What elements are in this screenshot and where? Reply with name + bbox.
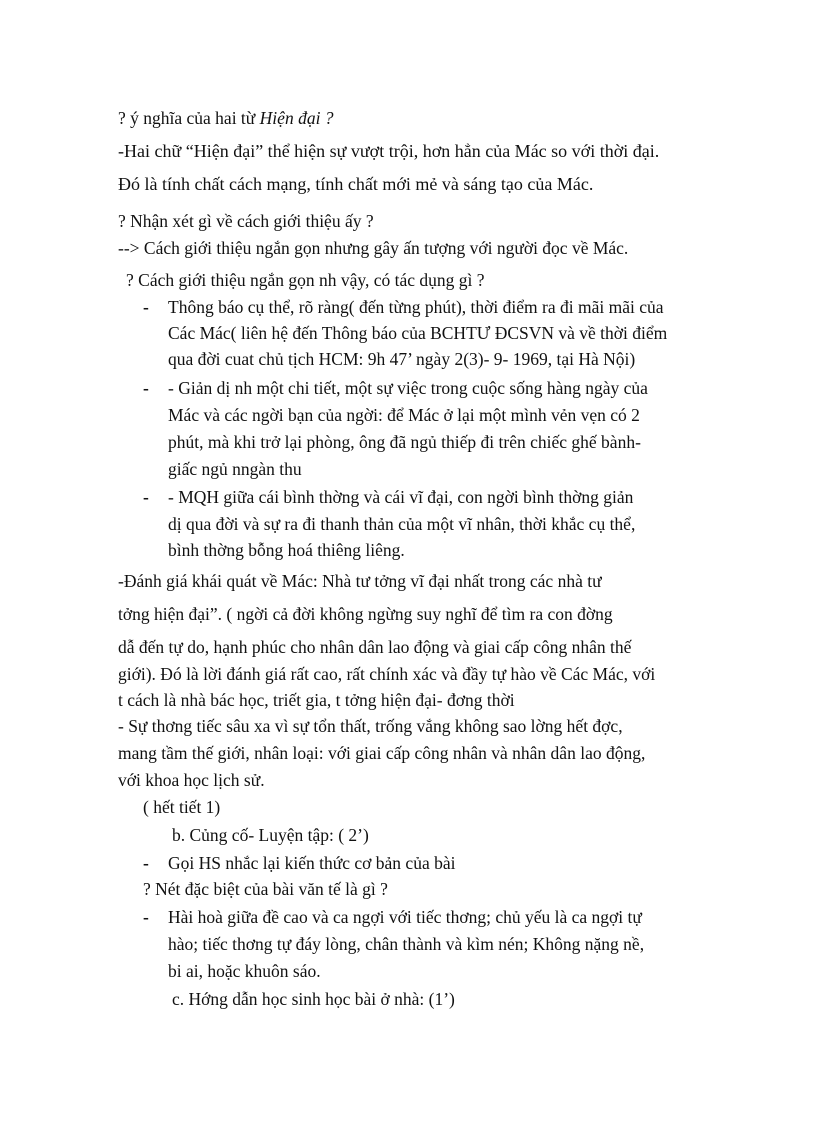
end-note: ( hết tiết 1) xyxy=(143,797,221,817)
paragraph-4-line-2: tởng hiện đại”. ( ngời cả đời không ngừng suy nghĩ để tìm ra con đờng xyxy=(118,604,613,624)
list-item-2-line-1: - Giản dị nh một chi tiết, một sự việc trong cuộc sống hàng ngày của xyxy=(168,378,648,398)
list-3-line-1: Hài hoà giữa đề cao và ca ngợi với tiếc thơng; chủ yếu là ca ngợi tự xyxy=(168,907,642,927)
paragraph-4-line-4: giới). Đó là lời đánh giá rất cao, rất chính xác và đầy tự hào về Các Mác, với xyxy=(118,664,656,684)
paragraph-4-line-1: -Đánh giá khái quát về Mác: Nhà tư tởng vĩ đại nhất trong các nhà tư xyxy=(118,571,602,591)
question-3: ? Cách giới thiệu ngắn gọn nh vậy, có tác dụng gì ? xyxy=(126,270,485,290)
answer-2: --> Cách giới thiệu ngắn gọn nhưng gây ấn tượng với người đọc về Mác. xyxy=(118,238,629,258)
paragraph-4-line-3: dẫ đến tự do, hạnh phúc cho nhân dân lao động và giai cấp công nhân thế xyxy=(118,637,632,657)
list-item-1-line-2: Các Mác( liên hệ đến Thông báo của BCHTƯ ĐCSVN và về thời điểm xyxy=(168,323,668,343)
paragraph-5-line-1: - Sự thơng tiếc sâu xa vì sự tổn thất, trống vắng không sao lờng hết đợc, xyxy=(118,716,623,736)
section-b-heading: b. Củng cố- Luyện tập: ( 2’) xyxy=(172,825,369,845)
bullet-marker: - xyxy=(143,907,149,927)
list-item-3-line-2: dị qua đời và sự ra đi thanh thản của một vĩ nhân, thời khắc cụ thể, xyxy=(168,514,636,534)
bullet-marker: - xyxy=(143,853,149,873)
paragraph-5-line-3: với khoa học lịch sử. xyxy=(118,770,265,790)
question-1: ? ý nghĩa của hai từ Hiện đại ? xyxy=(118,108,334,128)
list-item-2-line-4: giấc ngủ nngàn thu xyxy=(168,459,302,479)
paragraph-1-line-1: -Hai chữ “Hiện đại” thể hiện sự vượt trội, hơn hẳn của Mác so với thời đại. xyxy=(118,141,660,161)
list-3-line-3: bi ai, hoặc khuôn sáo. xyxy=(168,961,321,981)
list-item-3-line-3: bình thờng bỗng hoá thiêng liêng. xyxy=(168,540,405,560)
paragraph-5-line-2: mang tầm thế giới, nhân loại: với giai cấp công nhân và nhân dân lao động, xyxy=(118,743,646,763)
paragraph-4-line-5: t cách là nhà bác học, triết gia, t tởng hiện đại- đơng thời xyxy=(118,690,515,710)
question-1-italic: Hiện đại ? xyxy=(259,108,334,128)
list-item-1-line-3: qua đời cuat chủ tịch HCM: 9h 47’ ngày 2(3)- 9- 1969, tại Hà Nội) xyxy=(168,349,636,369)
bullet-marker: - xyxy=(143,487,149,507)
paragraph-1-line-2: Đó là tính chất cách mạng, tính chất mới mẻ và sáng tạo của Mác. xyxy=(118,174,594,194)
list-item-3-line-1: - MQH giữa cái bình thờng và cái vĩ đại, con ngời bình thờng giản xyxy=(168,487,634,507)
list-2-item-1: Gọi HS nhắc lại kiến thức cơ bản của bài xyxy=(168,853,456,873)
bullet-marker: - xyxy=(143,378,149,398)
question-2: ? Nhận xét gì về cách giới thiệu ấy ? xyxy=(118,211,374,231)
list-3-line-2: hào; tiếc thơng tự đáy lòng, chân thành và kìm nén; Không nặng nề, xyxy=(168,934,645,954)
list-item-1-line-1: Thông báo cụ thể, rõ ràng( đến từng phút), thời điểm ra đi mãi mãi của xyxy=(168,297,664,317)
bullet-marker: - xyxy=(143,297,149,317)
list-item-2-line-3: phút, mà khi trở lại phòng, ông đã ngủ thiếp đi trên chiếc ghế bành- xyxy=(168,432,641,452)
section-c-heading: c. Hớng dẫn học sinh học bài ở nhà: (1’) xyxy=(172,989,455,1009)
list-item-2-line-2: Mác và các ngời bạn của ngời: để Mác ở lại một mình vẻn vẹn có 2 xyxy=(168,405,640,425)
question-6: ? Nét đặc biệt của bài văn tế là gì ? xyxy=(143,879,388,899)
